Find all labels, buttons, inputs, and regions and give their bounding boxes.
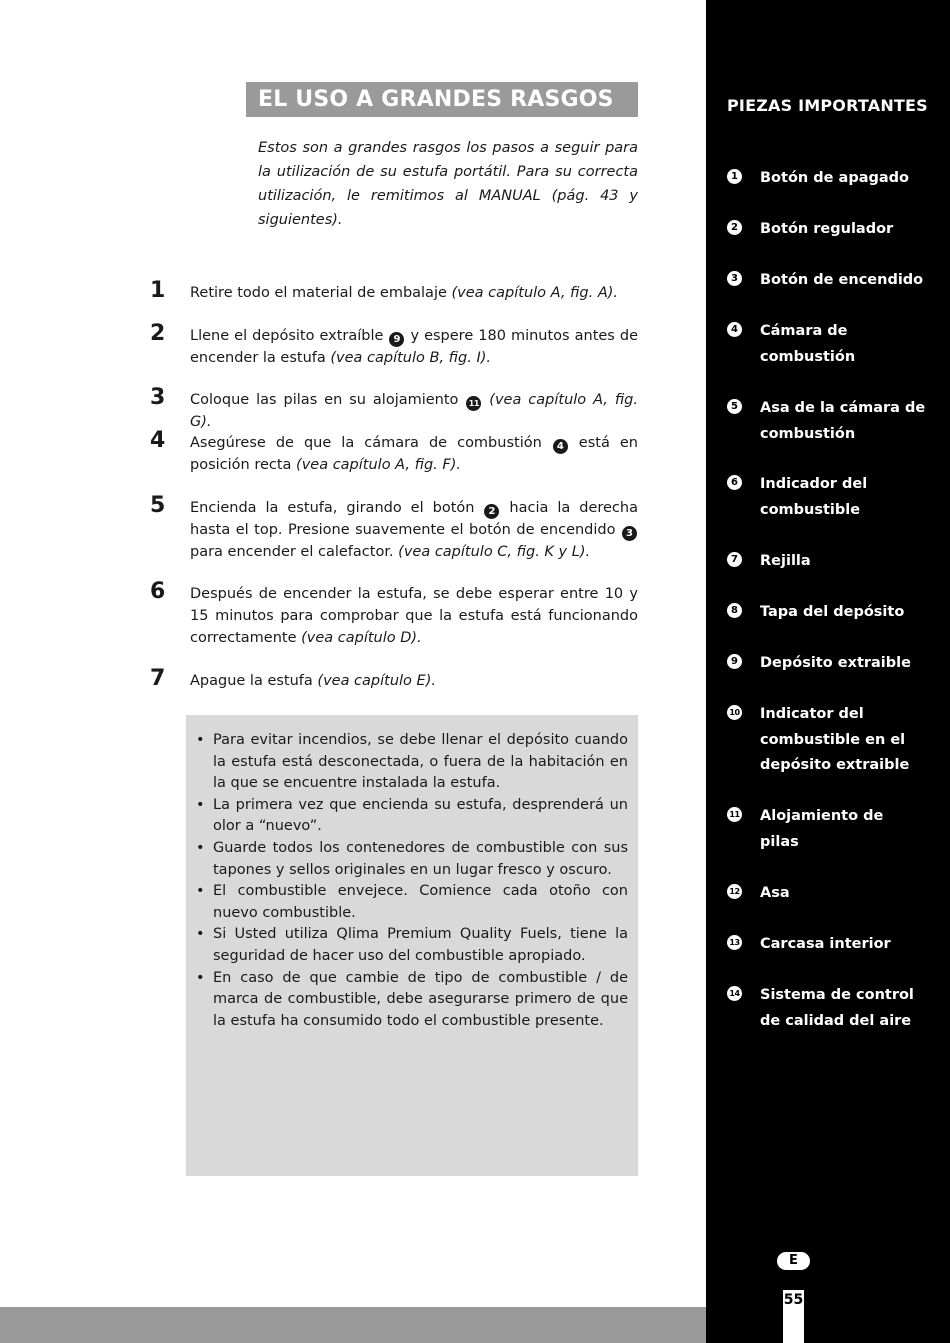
part-label: Asa	[760, 885, 790, 901]
note-item: • Si Usted utiliza Qlima Premium Quality Fuels, tiene la seguridad de hacer uso del combustible apropiado.	[196, 924, 628, 967]
step-number: 5	[150, 493, 166, 518]
notes-list	[196, 730, 628, 1032]
intro-paragraph: Estos son a grandes rasgos los pasos a seguir para la utilización de su estufa portátil. Para su correcta utilización, le remitimos al MANUAL (pág. 43 y siguientes).	[258, 140, 638, 228]
part-label: Rejilla	[760, 553, 811, 569]
step-text: Encienda la estufa, girando el botón 2 hacia la derecha hasta el top. Presione suavemente el botón de encendido 3 para encender el calefactor. (vea capítulo C, fig. K y L).	[190, 500, 638, 560]
step-text: Llene el depósito extraíble 9 y espere 180 minutos antes de encender la estufa (vea capítulo B, fig. I).	[190, 328, 638, 366]
step-number: 3	[150, 385, 166, 410]
page-title: EL USO A GRANDES RASGOS	[246, 82, 638, 117]
language-badge: E	[777, 1252, 810, 1270]
part-number-badge: 2	[484, 504, 499, 519]
step-text: Apague la estufa (vea capítulo E).	[190, 673, 436, 689]
part-number-badge: 5	[727, 399, 742, 414]
note-item: • La primera vez que encienda su estufa, desprenderá un olor a “nuevo”.	[196, 795, 628, 838]
step-number: 4	[150, 428, 166, 453]
step-number: 2	[150, 321, 166, 346]
part-number-badge: 2	[727, 220, 742, 235]
part-label: Botón de apagado	[760, 170, 909, 186]
part-label: Botón regulador	[760, 221, 894, 237]
part-number-badge: 7	[727, 552, 742, 567]
part-label: Carcasa interior	[760, 936, 891, 952]
step-text: Retire todo el material de embalaje (vea capítulo A, fig. A).	[190, 285, 619, 301]
part-number-badge: 13	[727, 935, 742, 950]
sidebar-title: PIEZAS IMPORTANTES	[727, 96, 928, 115]
part-number-badge: 4	[553, 439, 568, 454]
step-text: Asegúrese de que la cámara de combustión 4 está en posición recta (vea capítulo A, fig. F).	[190, 435, 638, 473]
step-number: 7	[150, 666, 166, 691]
step-text: Después de encender la estufa, se debe esperar entre 10 y 15 minutos para comprobar que la estufa está funcionando correctamente (vea capítulo D).	[190, 586, 638, 646]
part-label: Indicator del combustible en el depósito extraible	[760, 706, 910, 774]
step-number: 6	[150, 579, 166, 604]
part-label: Tapa del depósito	[760, 604, 905, 620]
note-item: • El combustible envejece. Comience cada otoño con nuevo combustible.	[196, 881, 628, 924]
part-number-badge: 1	[727, 169, 742, 184]
part-number-badge: 9	[727, 654, 742, 669]
step-text: Coloque las pilas en su alojamiento 11 (vea capítulo A, fig. G).	[190, 392, 638, 430]
sidebar	[706, 0, 950, 1343]
page-number: 55	[783, 1290, 804, 1343]
part-label: Alojamiento de pilas	[760, 808, 884, 850]
part-label: Depósito extraible	[760, 655, 911, 671]
part-label: Sistema de control de calidad del aire	[760, 987, 914, 1029]
note-item: • Para evitar incendios, se debe llenar el depósito cuando la estufa está desconectada, o fuera de la habitación en la que se encuentre instalada la estufa.	[196, 730, 628, 795]
safety-notes-box	[186, 715, 638, 1176]
part-label: Botón de encendido	[760, 272, 924, 288]
part-number-badge: 8	[727, 603, 742, 618]
part-number-badge: 11	[727, 807, 742, 822]
part-number-badge: 10	[727, 705, 742, 720]
part-number-badge: 12	[727, 884, 742, 899]
step-number: 1	[150, 278, 166, 303]
part-number-badge: 4	[727, 322, 742, 337]
part-number-badge: 9	[389, 332, 404, 347]
part-number-badge: 14	[727, 986, 742, 1001]
part-number-badge: 3	[622, 526, 637, 541]
part-label: Indicador del combustible	[760, 476, 868, 518]
part-label: Cámara de combustión	[760, 323, 856, 365]
footer-bar	[0, 1307, 706, 1343]
note-item: • En caso de que cambie de tipo de combustible / de marca de combustible, debe asegurarse primero de que la estufa ha consumido todo el combustible presente.	[196, 968, 628, 1033]
part-number-badge: 6	[727, 475, 742, 490]
note-item: • Guarde todos los contenedores de combustible con sus tapones y sellos originales en un lugar fresco y oscuro.	[196, 838, 628, 881]
part-label: Asa de la cámara de combustión	[760, 400, 926, 442]
part-number-badge: 11	[466, 396, 481, 411]
part-number-badge: 3	[727, 271, 742, 286]
